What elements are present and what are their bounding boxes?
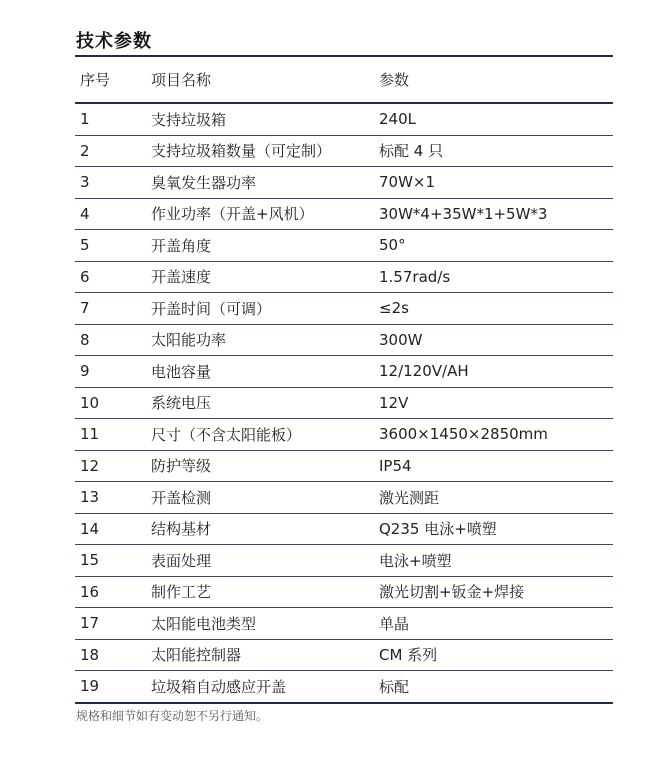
row-number: 5 xyxy=(80,236,90,255)
row-item-name: 电池容量 xyxy=(151,362,212,381)
row-item-name: 系统电压 xyxy=(151,394,212,413)
row-item-name: 尺寸（不含太阳能板） xyxy=(151,425,302,444)
row-parameter-value: 70W×1 xyxy=(379,173,436,192)
table-row xyxy=(75,199,613,231)
row-parameter-value: 50° xyxy=(379,236,406,255)
page-title: 技术参数 xyxy=(76,31,152,52)
row-parameter-value: 3600×1450×2850mm xyxy=(379,425,548,444)
row-number: 2 xyxy=(80,141,90,160)
table-body xyxy=(75,104,613,704)
row-parameter-value: 1.57rad/s xyxy=(379,267,451,286)
row-item-name: 太阳能电池类型 xyxy=(151,614,257,633)
row-parameter-value: IP54 xyxy=(379,456,412,475)
table-row xyxy=(75,419,613,451)
row-parameter-value: 标配 4 只 xyxy=(379,142,444,161)
row-parameter-value: ≤2s xyxy=(379,299,409,318)
row-item-name: 开盖速度 xyxy=(151,268,212,287)
row-item-name: 制作工艺 xyxy=(151,583,212,602)
row-number: 3 xyxy=(80,173,90,192)
row-parameter-value: 300W xyxy=(379,330,423,349)
row-item-name: 开盖时间（可调） xyxy=(151,299,272,318)
header-number: 序号 xyxy=(80,71,111,89)
row-number: 6 xyxy=(80,267,90,286)
row-parameter-value: 12V xyxy=(379,393,409,412)
row-number: 18 xyxy=(80,645,100,664)
row-item-name: 垃圾箱自动感应开盖 xyxy=(151,677,287,696)
row-item-name: 表面处理 xyxy=(151,551,212,570)
row-number: 11 xyxy=(80,425,100,444)
row-item-name: 作业功率（开盖+风机） xyxy=(151,205,314,224)
table-row xyxy=(75,671,613,704)
row-number: 15 xyxy=(80,551,100,570)
table-row xyxy=(75,293,613,325)
row-number: 7 xyxy=(80,299,90,318)
row-item-name: 支持垃圾箱 xyxy=(151,110,227,129)
row-item-name: 臭氧发生器功率 xyxy=(151,173,257,192)
row-parameter-value: 30W*4+35W*1+5W*3 xyxy=(379,204,548,223)
row-parameter-value: Q235 电泳+喷塑 xyxy=(379,520,497,539)
row-number: 16 xyxy=(80,582,100,601)
table-header-row xyxy=(75,57,613,104)
header-parameter: 参数 xyxy=(379,71,410,89)
row-parameter-value: 电泳+喷塑 xyxy=(379,551,452,570)
row-item-name: 太阳能控制器 xyxy=(151,646,242,665)
row-item-name: 开盖检测 xyxy=(151,488,212,507)
table-row xyxy=(75,136,613,168)
row-number: 10 xyxy=(80,393,100,412)
row-item-name: 支持垃圾箱数量（可定制） xyxy=(151,142,332,161)
table-row xyxy=(75,482,613,514)
row-number: 13 xyxy=(80,488,100,507)
row-number: 17 xyxy=(80,614,100,633)
row-number: 12 xyxy=(80,456,100,475)
row-parameter-value: CM 系列 xyxy=(379,646,438,665)
spec-table xyxy=(75,55,613,704)
row-item-name: 太阳能功率 xyxy=(151,331,227,350)
row-item-name: 结构基材 xyxy=(151,520,212,539)
row-number: 8 xyxy=(80,330,90,349)
row-number: 14 xyxy=(80,519,100,538)
table-row xyxy=(75,545,613,577)
table-row xyxy=(75,356,613,388)
row-parameter-value: 240L xyxy=(379,110,416,129)
disclaimer-note: 规格和细节如有变动恕不另行通知。 xyxy=(76,709,269,723)
table-row xyxy=(75,640,613,672)
row-parameter-value: 单晶 xyxy=(379,614,410,633)
row-number: 19 xyxy=(80,677,100,696)
table-row xyxy=(75,262,613,294)
table-row xyxy=(75,608,613,640)
header-item-name: 项目名称 xyxy=(151,71,212,89)
row-parameter-value: 激光测距 xyxy=(379,488,440,507)
row-number: 1 xyxy=(80,110,90,129)
row-parameter-value: 标配 xyxy=(379,677,410,696)
table-row xyxy=(75,325,613,357)
table-row xyxy=(75,230,613,262)
table-row xyxy=(75,451,613,483)
row-number: 9 xyxy=(80,362,90,381)
row-parameter-value: 激光切割+钣金+焊接 xyxy=(379,583,525,602)
table-row xyxy=(75,104,613,136)
table-row xyxy=(75,167,613,199)
row-parameter-value: 12/120V/AH xyxy=(379,362,469,381)
row-item-name: 防护等级 xyxy=(151,457,212,476)
table-row xyxy=(75,514,613,546)
row-item-name: 开盖角度 xyxy=(151,236,212,255)
row-number: 4 xyxy=(80,204,90,223)
table-row xyxy=(75,388,613,420)
table-row xyxy=(75,577,613,609)
